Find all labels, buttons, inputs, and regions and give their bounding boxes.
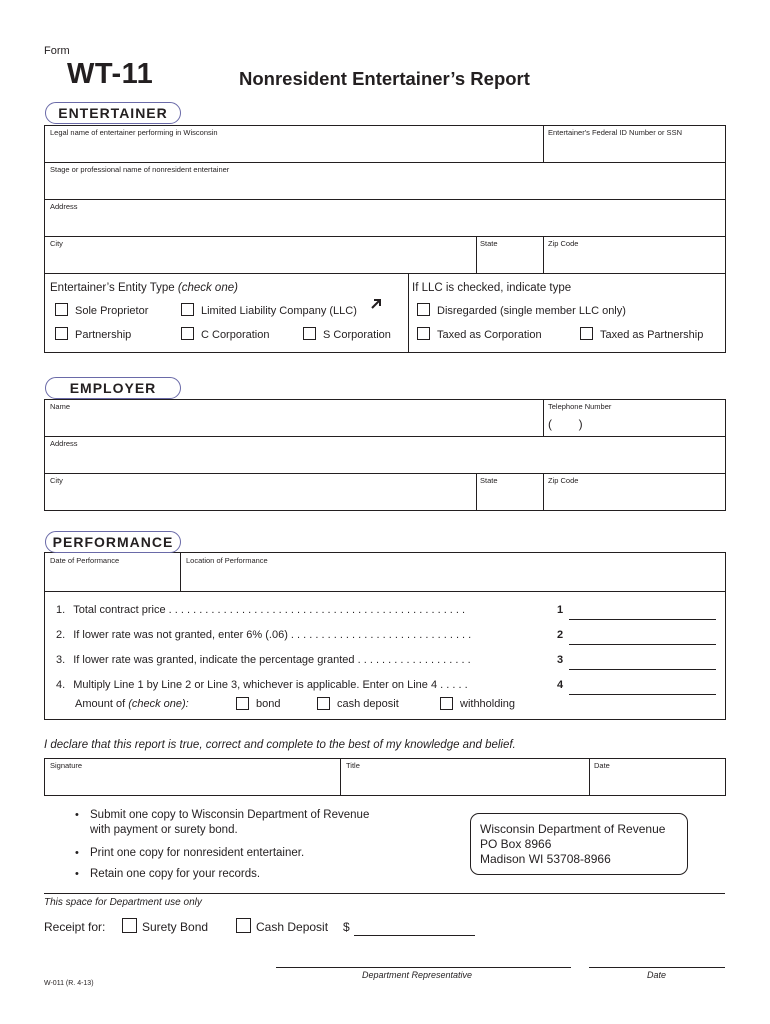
partnership-label: Partnership: [75, 329, 132, 341]
leader-dots: . . . . . . . . . . . . . . . . . . .: [354, 654, 471, 666]
employer-state-label: State: [480, 476, 498, 485]
line-1-amount-field[interactable]: [569, 619, 716, 620]
cash-deposit-receipt-checkbox[interactable]: [236, 918, 251, 933]
section-header-employer: EMPLOYER: [45, 377, 181, 399]
entity-type-heading: [50, 282, 238, 294]
section-header-performance: PERFORMANCE: [45, 531, 181, 553]
form-label: Form: [44, 45, 70, 57]
address-line-2: PO Box 8966: [480, 837, 552, 851]
divider: [340, 758, 341, 796]
federal-id-label: Entertainer's Federal ID Number or SSN: [548, 128, 682, 137]
divider: [44, 473, 726, 474]
line-1-box-number: 1: [557, 604, 564, 616]
leader-dots: . . . . . . . . . . . . . . . . . . . . . . . . . . . . . .: [287, 629, 472, 641]
representative-signature-line[interactable]: [276, 967, 571, 968]
employer-address-field[interactable]: [46, 448, 724, 472]
line-number: 3.: [56, 654, 66, 666]
date-field[interactable]: [591, 770, 724, 794]
entity-type-hint: (check one): [177, 282, 238, 294]
employer-city-label: City: [50, 476, 63, 485]
line-2-amount-field[interactable]: [569, 644, 716, 645]
taxed-as-corporation-checkbox[interactable]: [417, 327, 430, 340]
date-of-performance-label: Date of Performance: [50, 556, 120, 565]
section-header-entertainer: ENTERTAINER: [45, 102, 181, 124]
leader-dots: . . . . . . . . . . . . . . . . . . . . . . . . . . . . . . . . . . . . . . . . . . . . . . . . .: [165, 604, 466, 616]
entity-type-label: Entertainer’s Entity Type: [50, 282, 175, 294]
divider: [44, 591, 726, 592]
disregarded-checkbox[interactable]: [417, 303, 430, 316]
representative-date-label: Date: [647, 970, 667, 980]
stage-name-field[interactable]: [46, 174, 724, 198]
line-text: If lower rate was not granted, enter 6% (.06): [73, 629, 288, 641]
city-field[interactable]: [46, 248, 474, 272]
line-4-row: [56, 679, 468, 691]
line-number: 1.: [56, 604, 66, 616]
s-corporation-label: S Corporation: [323, 329, 391, 341]
bullet-icon: •: [75, 809, 79, 821]
stage-name-label: Stage or professional name of nonresident entertainer: [50, 165, 230, 174]
line-text: If lower rate was granted, indicate the percentage granted: [73, 654, 355, 666]
telephone-label: Telephone Number: [548, 402, 612, 411]
instruction-submit: Submit one copy to Wisconsin Department of Revenue: [90, 809, 370, 821]
cash-deposit-label: cash deposit: [337, 698, 399, 710]
employer-name-label: Name: [50, 402, 71, 411]
employer-state-field[interactable]: [478, 485, 541, 509]
title-label: Title: [346, 761, 360, 770]
address-line-3: Madison WI 53708-8966: [480, 852, 611, 866]
legal-name-field[interactable]: [46, 137, 541, 161]
legal-name-label: Legal name of entertainer performing in Wisconsin: [50, 128, 218, 137]
page-title: Nonresident Entertainer’s Report: [239, 68, 530, 89]
divider: [44, 162, 726, 163]
address-field[interactable]: [46, 211, 724, 235]
address-label: Address: [50, 202, 78, 211]
divider: [476, 473, 477, 511]
representative-date-line[interactable]: [589, 967, 725, 968]
federal-id-field[interactable]: [545, 137, 724, 161]
zip-label: Zip Code: [548, 239, 579, 248]
divider: [180, 552, 181, 591]
cash-deposit-receipt-label: Cash Deposit: [256, 920, 329, 934]
department-use-heading: This space for Department use only: [44, 897, 202, 908]
line-3-amount-field[interactable]: [569, 669, 716, 670]
partnership-checkbox[interactable]: [55, 327, 68, 340]
line-1-row: [56, 604, 465, 616]
department-divider: [44, 893, 725, 894]
line-text: Multiply Line 1 by Line 2 or Line 3, whichever is applicable. Enter on Line 4: [73, 679, 438, 691]
leader-dots: . . . . .: [437, 679, 468, 691]
bond-checkbox[interactable]: [236, 697, 249, 710]
form-revision: W-011 (R. 4-13): [44, 980, 94, 987]
employer-city-field[interactable]: [46, 485, 474, 509]
instruction-submit-cont: with payment or surety bond.: [90, 824, 238, 836]
date-of-performance-field[interactable]: [46, 565, 178, 589]
receipt-amount-field[interactable]: [354, 935, 475, 936]
line-number: 4.: [56, 679, 66, 691]
amount-of-text: Amount of: [75, 698, 126, 710]
llc-label: Limited Liability Company (LLC): [201, 305, 357, 317]
signature-label: Signature: [50, 761, 83, 770]
city-label: City: [50, 239, 63, 248]
withholding-checkbox[interactable]: [440, 697, 453, 710]
sole-proprietor-checkbox[interactable]: [55, 303, 68, 316]
divider: [543, 125, 544, 162]
line-3-row: [56, 654, 471, 666]
state-field[interactable]: [478, 248, 541, 272]
divider: [44, 199, 726, 200]
employer-name-field[interactable]: [46, 411, 541, 435]
instruction-print: Print one copy for nonresident entertainer.: [90, 847, 305, 859]
employer-zip-field[interactable]: [545, 485, 724, 509]
amount-of-hint: (check one):: [128, 698, 189, 710]
bullet-icon: •: [75, 868, 79, 880]
taxed-as-corporation-label: Taxed as Corporation: [437, 329, 542, 341]
address-line-1: Wisconsin Department of Revenue: [480, 822, 666, 836]
divider: [543, 399, 544, 436]
state-label: State: [480, 239, 498, 248]
c-corporation-checkbox[interactable]: [181, 327, 194, 340]
bullet-icon: •: [75, 847, 79, 859]
line-number: 2.: [56, 629, 66, 641]
divider: [44, 273, 726, 274]
divider: [543, 236, 544, 273]
surety-bond-label: Surety Bond: [142, 920, 209, 934]
dollar-sign: $: [343, 920, 350, 934]
divider: [44, 236, 726, 237]
divider: [408, 273, 409, 353]
bond-label: bond: [256, 698, 281, 710]
divider: [589, 758, 590, 796]
s-corporation-checkbox[interactable]: [303, 327, 316, 340]
telephone-field[interactable]: ( ): [548, 417, 583, 431]
taxed-as-partnership-label: Taxed as Partnership: [600, 329, 704, 341]
employer-address-label: Address: [50, 439, 78, 448]
location-of-performance-field[interactable]: [182, 565, 724, 589]
amount-of-label: [75, 698, 189, 710]
location-of-performance-label: Location of Performance: [186, 556, 268, 565]
receipt-for-label: Receipt for:: [44, 920, 106, 934]
zip-field[interactable]: [545, 248, 724, 272]
divider: [44, 436, 726, 437]
line-2-box-number: 2: [557, 629, 564, 641]
disregarded-label: Disregarded (single member LLC only): [437, 305, 626, 317]
title-field[interactable]: [342, 770, 587, 794]
arrow-up-right-icon: [369, 297, 383, 311]
divider: [543, 473, 544, 511]
c-corporation-label: C Corporation: [201, 329, 270, 341]
line-text: Total contract price: [73, 604, 166, 616]
cash-deposit-checkbox[interactable]: [317, 697, 330, 710]
surety-bond-checkbox[interactable]: [122, 918, 137, 933]
divider: [476, 236, 477, 273]
form-number: WT-11: [67, 58, 154, 90]
line-4-amount-field[interactable]: [569, 694, 716, 695]
withholding-label: withholding: [460, 698, 516, 710]
date-label: Date: [594, 761, 610, 770]
llc-checkbox[interactable]: [181, 303, 194, 316]
line-4-box-number: 4: [557, 679, 564, 691]
line-2-row: [56, 629, 471, 641]
declaration-text: I declare that this report is true, correct and complete to the best of my knowledge and belief.: [44, 739, 516, 751]
signature-field[interactable]: [46, 770, 338, 794]
employer-zip-label: Zip Code: [548, 476, 579, 485]
representative-label: Department Representative: [362, 970, 473, 980]
instruction-retain: Retain one copy for your records.: [90, 868, 261, 880]
taxed-as-partnership-checkbox[interactable]: [580, 327, 593, 340]
sole-proprietor-label: Sole Proprietor: [75, 305, 149, 317]
llc-type-heading: If LLC is checked, indicate type: [412, 282, 572, 294]
line-3-box-number: 3: [557, 654, 564, 666]
